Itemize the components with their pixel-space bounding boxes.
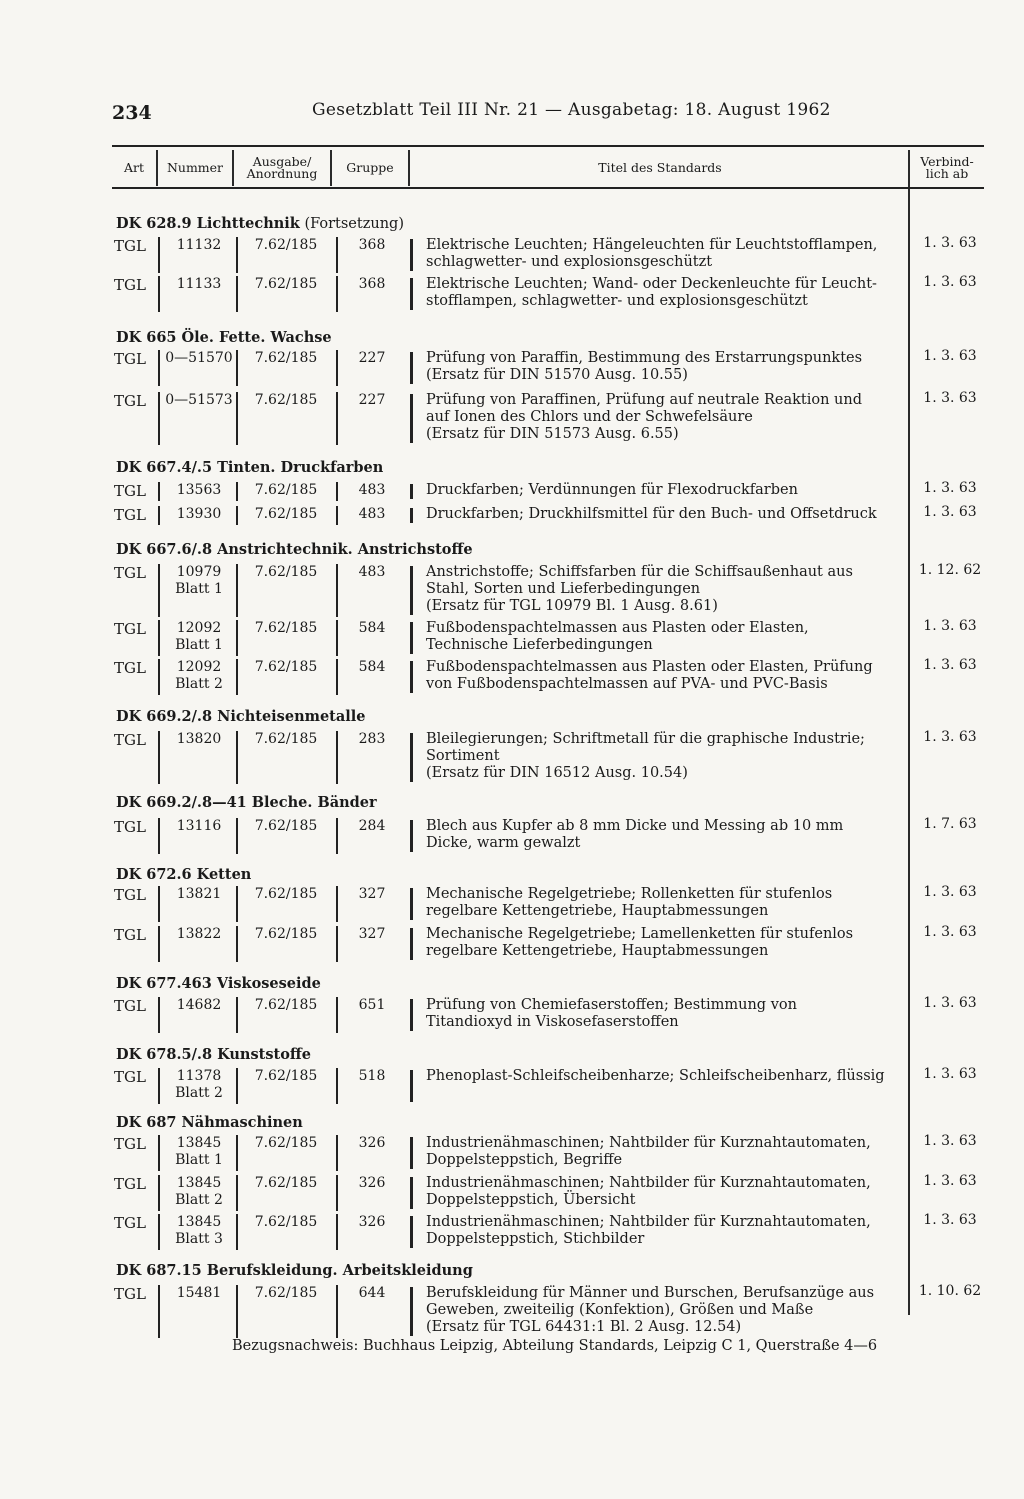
- row-column-rule: [158, 564, 160, 617]
- row-column-rule: [336, 506, 338, 525]
- row-number-value: 13116: [176, 818, 222, 834]
- row-number: [162, 926, 236, 943]
- row-title: [426, 1135, 902, 1169]
- row-art: TGL: [114, 731, 146, 749]
- row-column-rule: [410, 1216, 413, 1248]
- column-header-nummer: Nummer: [166, 160, 224, 175]
- row-column-rule: [236, 1285, 238, 1338]
- row-title-line: Berufskleidung für Männer und Burschen, Berufsanzüge aus: [426, 1285, 875, 1301]
- row-number-sheet: Blatt 1: [175, 637, 223, 653]
- row-title-line: Stahl, Sorten und Lieferbedingungen: [426, 581, 701, 597]
- row-title: [426, 1214, 902, 1248]
- row-title-line: (Ersatz für TGL 10979 Bl. 1 Ausg. 8.61): [426, 598, 718, 614]
- row-column-rule: [336, 350, 338, 386]
- row-column-rule: [410, 508, 413, 523]
- row-art: TGL: [114, 620, 146, 638]
- row-title: [426, 1068, 902, 1085]
- row-column-rule: [336, 564, 338, 617]
- column-divider: [156, 150, 158, 186]
- row-column-rule: [336, 1068, 338, 1104]
- row-title: [426, 237, 902, 271]
- row-title-line: Druckfarben; Druckhilfsmittel für den Buch- und Offsetdruck: [426, 506, 877, 522]
- column-header-titel: Titel des Standards: [598, 160, 722, 175]
- row-ausgabe: 7.62/185: [254, 350, 318, 366]
- row-column-rule: [158, 731, 160, 784]
- row-column-rule: [336, 620, 338, 656]
- row-date: 1. 3. 63: [923, 924, 977, 940]
- section-heading: [116, 866, 251, 883]
- row-column-rule: [336, 997, 338, 1033]
- row-title-line: (Ersatz für TGL 64431:1 Bl. 2 Ausg. 12.54): [426, 1319, 742, 1335]
- row-column-rule: [336, 1175, 338, 1211]
- row-gruppe: 283: [358, 731, 386, 747]
- row-title-line: stofflampen, schlagwetter- und explosionsgeschützt: [426, 293, 808, 309]
- row-column-rule: [158, 818, 160, 854]
- row-title-line: Industrienähmaschinen; Nahtbilder für Kurznahtautomaten,: [426, 1175, 871, 1191]
- row-column-rule: [158, 997, 160, 1033]
- row-title-line: regelbare Kettengetriebe, Hauptabmessungen: [426, 943, 769, 959]
- row-column-rule: [410, 888, 413, 920]
- row-number: [162, 818, 236, 835]
- row-ausgabe: 7.62/185: [254, 886, 318, 902]
- row-number-sheet: Blatt 2: [175, 1192, 223, 1208]
- row-column-rule: [410, 484, 413, 499]
- row-title-line: Doppelsteppstich, Übersicht: [426, 1192, 636, 1208]
- row-number-value: 13822: [176, 926, 222, 942]
- column-header-art: Art: [123, 160, 145, 175]
- row-title: [426, 564, 902, 615]
- row-ausgabe: 7.62/185: [254, 620, 318, 636]
- row-number-value: 12092: [176, 659, 222, 675]
- row-art: TGL: [114, 818, 146, 836]
- row-ausgabe: 7.62/185: [254, 818, 318, 834]
- row-column-rule: [236, 1175, 238, 1211]
- row-column-rule: [236, 276, 238, 312]
- row-title-line: von Fußbodenspachtelmassen auf PVA- und PVC-Basis: [426, 676, 828, 692]
- row-column-rule: [336, 731, 338, 784]
- row-number: [162, 1135, 236, 1169]
- row-column-rule: [158, 482, 160, 501]
- row-column-rule: [236, 237, 238, 273]
- row-column-rule: [236, 1135, 238, 1171]
- row-column-rule: [236, 997, 238, 1033]
- section-dk-label: DK 677.463 Viskoseseide: [116, 975, 321, 992]
- row-title-line: Dicke, warm gewalzt: [426, 835, 581, 851]
- row-title-line: regelbare Kettengetriebe, Hauptabmessungen: [426, 903, 769, 919]
- row-title-line: Doppelsteppstich, Stichbilder: [426, 1231, 645, 1247]
- row-number-value: 11132: [176, 237, 222, 253]
- row-title-line: Bleilegierungen; Schriftmetall für die graphische Industrie;: [426, 731, 865, 747]
- row-ausgabe: 7.62/185: [254, 482, 318, 498]
- row-column-rule: [410, 928, 413, 960]
- row-column-rule: [336, 482, 338, 501]
- row-title-line: Industrienähmaschinen; Nahtbilder für Kurznahtautomaten,: [426, 1214, 871, 1230]
- row-gruppe: 483: [358, 506, 386, 522]
- section-dk-label: DK 687 Nähmaschinen: [116, 1114, 303, 1131]
- row-number-value: 13820: [176, 731, 222, 747]
- section-dk-label: DK 665 Öle. Fette. Wachse: [116, 329, 332, 346]
- row-column-rule: [410, 566, 413, 615]
- row-gruppe: 368: [358, 237, 386, 253]
- row-column-rule: [158, 886, 160, 922]
- row-column-rule: [336, 926, 338, 962]
- row-art: TGL: [114, 886, 146, 904]
- row-art: TGL: [114, 659, 146, 677]
- row-number-value: 0—51573: [165, 392, 233, 408]
- header-rule-top: [112, 145, 984, 147]
- row-number-value: 11378: [176, 1068, 222, 1084]
- row-column-rule: [410, 1287, 413, 1336]
- row-column-rule: [158, 276, 160, 312]
- section-dk-label: DK 678.5/.8 Kunststoffe: [116, 1046, 311, 1063]
- row-column-rule: [158, 620, 160, 656]
- row-ausgabe: 7.62/185: [254, 1175, 318, 1191]
- row-number: [162, 659, 236, 693]
- row-gruppe: 284: [358, 818, 386, 834]
- row-title-line: Prüfung von Paraffinen, Prüfung auf neutrale Reaktion und: [426, 392, 863, 408]
- section-dk-label: DK 667.6/.8 Anstrichtechnik. Anstrichstoffe: [116, 541, 473, 558]
- row-title: [426, 1285, 902, 1336]
- section-dk-label: DK 628.9 Lichttechnik: [116, 215, 300, 232]
- row-number: [162, 620, 236, 654]
- row-column-rule: [236, 731, 238, 784]
- row-ausgabe: 7.62/185: [254, 276, 318, 292]
- row-column-rule: [410, 661, 413, 693]
- row-date: 1. 3. 63: [923, 657, 977, 673]
- row-date: 1. 3. 63: [923, 235, 977, 251]
- row-art: TGL: [114, 1285, 146, 1303]
- row-number: [162, 1214, 236, 1248]
- row-title: [426, 997, 902, 1031]
- row-date: 1. 3. 63: [923, 504, 977, 520]
- row-column-rule: [410, 622, 413, 654]
- section-suffix: (Fortsetzung): [299, 216, 404, 232]
- row-title-line: Sortiment: [426, 748, 500, 764]
- row-number: [162, 237, 236, 254]
- row-title: [426, 818, 902, 852]
- row-number: [162, 731, 236, 748]
- row-number-value: 12092: [176, 620, 222, 636]
- row-column-rule: [236, 659, 238, 695]
- row-column-rule: [336, 886, 338, 922]
- row-gruppe: 227: [358, 350, 386, 366]
- row-date: 1. 3. 63: [923, 1173, 977, 1189]
- row-gruppe: 327: [358, 886, 386, 902]
- gazette-title: Gesetzblatt Teil III Nr. 21 — Ausgabetag: 18. August 1962: [312, 100, 831, 120]
- row-ausgabe: 7.62/185: [254, 1068, 318, 1084]
- row-column-rule: [158, 237, 160, 273]
- row-number: [162, 1175, 236, 1209]
- row-title-line: Fußbodenspachtelmassen aus Plasten oder Elasten, Prüfung: [426, 659, 873, 675]
- row-art: TGL: [114, 506, 146, 524]
- row-art: TGL: [114, 1175, 146, 1193]
- row-ausgabe: 7.62/185: [254, 564, 318, 580]
- row-title-line: Elektrische Leuchten; Hängeleuchten für Leuchtstofflampen,: [426, 237, 878, 253]
- row-column-rule: [236, 1068, 238, 1104]
- row-column-rule: [158, 659, 160, 695]
- section-heading: [116, 794, 377, 811]
- row-art: TGL: [114, 482, 146, 500]
- row-title: [426, 392, 902, 443]
- row-date: 1. 3. 63: [923, 348, 977, 364]
- section-dk-label: DK 669.2/.8 Nichteisenmetalle: [116, 708, 366, 725]
- column-header-verbindlich: Verbind- lich ab: [920, 154, 974, 181]
- row-title: [426, 506, 902, 523]
- row-number: [162, 1068, 236, 1102]
- row-number-sheet: Blatt 2: [175, 1085, 223, 1101]
- row-number-value: 14682: [176, 997, 222, 1013]
- row-number-value: 13821: [176, 886, 222, 902]
- column-divider: [408, 150, 410, 186]
- section-dk-label: DK 672.6 Ketten: [116, 866, 252, 883]
- row-ausgabe: 7.62/185: [254, 506, 318, 522]
- row-title-line: Elektrische Leuchten; Wand- oder Deckenleuchte für Leucht-: [426, 276, 877, 292]
- row-column-rule: [158, 926, 160, 962]
- row-title: [426, 482, 902, 499]
- row-ausgabe: 7.62/185: [254, 392, 318, 408]
- row-date: 1. 12. 62: [918, 562, 982, 578]
- section-heading: [116, 1114, 303, 1131]
- row-title-line: Anstrichstoffe; Schiffsfarben für die Schiffsaußenhaut aus: [426, 564, 853, 580]
- row-column-rule: [158, 1214, 160, 1250]
- row-title-line: Prüfung von Paraffin, Bestimmung des Erstarrungspunktes: [426, 350, 863, 366]
- row-number-sheet: Blatt 1: [175, 581, 223, 597]
- row-gruppe: 651: [358, 997, 386, 1013]
- row-title: [426, 926, 902, 960]
- row-ausgabe: 7.62/185: [254, 926, 318, 942]
- row-column-rule: [410, 1137, 413, 1169]
- row-date: 1. 3. 63: [923, 1212, 977, 1228]
- row-title-line: Mechanische Regelgetriebe; Rollenketten für stufenlos: [426, 886, 833, 902]
- row-column-rule: [236, 818, 238, 854]
- row-title: [426, 350, 902, 384]
- row-ausgabe: 7.62/185: [254, 997, 318, 1013]
- row-title-line: Mechanische Regelgetriebe; Lamellenketten für stufenlos: [426, 926, 854, 942]
- row-column-rule: [158, 1135, 160, 1171]
- row-gruppe: 518: [358, 1068, 386, 1084]
- row-art: TGL: [114, 926, 146, 944]
- row-number-value: 0—51570: [165, 350, 233, 366]
- row-ausgabe: 7.62/185: [254, 237, 318, 253]
- row-title-line: schlagwetter- und explosionsgeschützt: [426, 254, 713, 270]
- row-title-line: (Ersatz für DIN 51570 Ausg. 10.55): [426, 367, 688, 383]
- row-title: [426, 659, 902, 693]
- row-column-rule: [410, 239, 413, 271]
- row-title-line: (Ersatz für DIN 16512 Ausg. 10.54): [426, 765, 688, 781]
- row-art: TGL: [114, 1135, 146, 1153]
- row-title-line: Doppelsteppstich, Begriffe: [426, 1152, 623, 1168]
- section-dk-label: DK 667.4/.5 Tinten. Druckfarben: [116, 459, 384, 476]
- row-gruppe: 483: [358, 482, 386, 498]
- row-column-rule: [236, 886, 238, 922]
- row-column-rule: [236, 482, 238, 501]
- section-heading: [116, 541, 473, 558]
- column-divider-date: [908, 150, 910, 1315]
- row-column-rule: [236, 926, 238, 962]
- row-number-value: 13845: [176, 1135, 222, 1151]
- row-gruppe: 483: [358, 564, 386, 580]
- section-heading: [116, 1046, 311, 1063]
- row-number: [162, 482, 236, 499]
- section-heading: [116, 215, 404, 232]
- row-art: TGL: [114, 276, 146, 294]
- page-header: [112, 100, 984, 130]
- row-title: [426, 1175, 902, 1209]
- row-number: [162, 350, 236, 367]
- row-title: [426, 620, 902, 654]
- row-column-rule: [236, 564, 238, 617]
- column-header-gruppe: Gruppe: [346, 160, 394, 175]
- row-number: [162, 886, 236, 903]
- row-art: TGL: [114, 997, 146, 1015]
- row-column-rule: [410, 278, 413, 310]
- row-gruppe: 584: [358, 620, 386, 636]
- row-column-rule: [158, 1175, 160, 1211]
- row-column-rule: [158, 1285, 160, 1338]
- row-art: TGL: [114, 1068, 146, 1086]
- row-ausgabe: 7.62/185: [254, 1285, 318, 1301]
- section-heading: [116, 708, 366, 725]
- row-number-value: 13563: [176, 482, 222, 498]
- row-date: 1. 3. 63: [923, 729, 977, 745]
- row-date: 1. 3. 63: [923, 480, 977, 496]
- row-column-rule: [236, 392, 238, 445]
- row-column-rule: [158, 392, 160, 445]
- row-column-rule: [236, 506, 238, 525]
- row-column-rule: [410, 733, 413, 782]
- row-column-rule: [158, 1068, 160, 1104]
- section-heading: [116, 329, 332, 346]
- row-title-line: Blech aus Kupfer ab 8 mm Dicke und Messing ab 10 mm: [426, 818, 844, 834]
- section-dk-label: DK 669.2/.8—41 Bleche. Bänder: [116, 794, 377, 811]
- row-column-rule: [410, 1070, 413, 1102]
- row-title-line: Industrienähmaschinen; Nahtbilder für Kurznahtautomaten,: [426, 1135, 871, 1151]
- row-title-line: (Ersatz für DIN 51573 Ausg. 6.55): [426, 426, 679, 442]
- row-column-rule: [336, 818, 338, 854]
- row-title-line: auf Ionen des Chlors und der Schwefelsäure: [426, 409, 753, 425]
- row-column-rule: [336, 276, 338, 312]
- row-date: 1. 3. 63: [923, 1133, 977, 1149]
- row-date: 1. 3. 63: [923, 995, 977, 1011]
- row-column-rule: [410, 999, 413, 1031]
- page-number: 234: [112, 102, 152, 124]
- row-date: 1. 7. 63: [923, 816, 977, 832]
- row-title-line: Fußbodenspachtelmassen aus Plasten oder Elasten,: [426, 620, 809, 636]
- column-header-ausgabe: Ausgabe/ Anordnung: [246, 154, 318, 181]
- row-title: [426, 276, 902, 310]
- row-column-rule: [336, 1214, 338, 1250]
- row-title-line: Geweben, zweiteilig (Konfektion), Größen und Maße: [426, 1302, 814, 1318]
- row-number: [162, 997, 236, 1014]
- row-number-value: 10979: [176, 564, 222, 580]
- row-date: 1. 3. 63: [923, 884, 977, 900]
- row-column-rule: [336, 392, 338, 445]
- column-divider: [232, 150, 234, 186]
- row-gruppe: 227: [358, 392, 386, 408]
- row-ausgabe: 7.62/185: [254, 731, 318, 747]
- row-column-rule: [336, 1285, 338, 1338]
- row-gruppe: 368: [358, 276, 386, 292]
- row-number-value: 13845: [176, 1175, 222, 1191]
- row-ausgabe: 7.62/185: [254, 1214, 318, 1230]
- section-heading: [116, 1262, 473, 1279]
- row-column-rule: [236, 350, 238, 386]
- row-number-value: 13930: [176, 506, 222, 522]
- row-gruppe: 584: [358, 659, 386, 675]
- row-art: TGL: [114, 564, 146, 582]
- row-date: 1. 3. 63: [923, 618, 977, 634]
- row-art: TGL: [114, 350, 146, 368]
- row-title-line: Druckfarben; Verdünnungen für Flexodruckfarben: [426, 482, 798, 498]
- row-number-sheet: Blatt 2: [175, 676, 223, 692]
- row-column-rule: [336, 237, 338, 273]
- row-title: [426, 731, 902, 782]
- row-column-rule: [158, 506, 160, 525]
- row-title-line: Titandioxyd in Viskosefaserstoffen: [426, 1014, 679, 1030]
- row-title: [426, 886, 902, 920]
- row-date: 1. 10. 62: [918, 1283, 982, 1299]
- row-title-line: Prüfung von Chemiefaserstoffen; Bestimmung von: [426, 997, 797, 1013]
- row-number-value: 13845: [176, 1214, 222, 1230]
- row-number-value: 11133: [176, 276, 222, 292]
- row-column-rule: [236, 1214, 238, 1250]
- row-column-rule: [410, 394, 413, 443]
- section-heading: [116, 975, 321, 992]
- row-date: 1. 3. 63: [923, 1066, 977, 1082]
- row-column-rule: [336, 659, 338, 695]
- row-gruppe: 326: [358, 1175, 386, 1191]
- row-art: TGL: [114, 1214, 146, 1232]
- row-column-rule: [410, 820, 413, 852]
- row-ausgabe: 7.62/185: [254, 659, 318, 675]
- row-art: TGL: [114, 237, 146, 255]
- row-gruppe: 326: [358, 1214, 386, 1230]
- column-divider: [330, 150, 332, 186]
- row-number-value: 15481: [176, 1285, 222, 1301]
- row-number: [162, 1285, 236, 1302]
- row-number-sheet: Blatt 1: [175, 1152, 223, 1168]
- row-column-rule: [410, 1177, 413, 1209]
- row-date: 1. 3. 63: [923, 390, 977, 406]
- row-gruppe: 327: [358, 926, 386, 942]
- row-title-line: Technische Lieferbedingungen: [426, 637, 653, 653]
- row-date: 1. 3. 63: [923, 274, 977, 290]
- row-column-rule: [410, 352, 413, 384]
- row-column-rule: [336, 1135, 338, 1171]
- section-dk-label: DK 687.15 Berufskleidung. Arbeitskleidung: [116, 1262, 473, 1279]
- row-title-line: Phenoplast-Schleifscheibenharze; Schleifscheibenharz, flüssig: [426, 1068, 885, 1084]
- row-ausgabe: 7.62/185: [254, 1135, 318, 1151]
- row-column-rule: [236, 620, 238, 656]
- row-gruppe: 644: [358, 1285, 386, 1301]
- row-number-sheet: Blatt 3: [175, 1231, 223, 1247]
- row-number: [162, 276, 236, 293]
- header-rule-bottom: [112, 187, 984, 189]
- row-number: [162, 506, 236, 523]
- row-art: TGL: [114, 392, 146, 410]
- row-number: [162, 564, 236, 598]
- row-column-rule: [158, 350, 160, 386]
- section-heading: [116, 459, 383, 476]
- footer-note: Bezugsnachweis: Buchhaus Leipzig, Abteilung Standards, Leipzig C 1, Querstraße 4—6: [232, 1338, 878, 1354]
- row-gruppe: 326: [358, 1135, 386, 1151]
- row-number: [162, 392, 236, 409]
